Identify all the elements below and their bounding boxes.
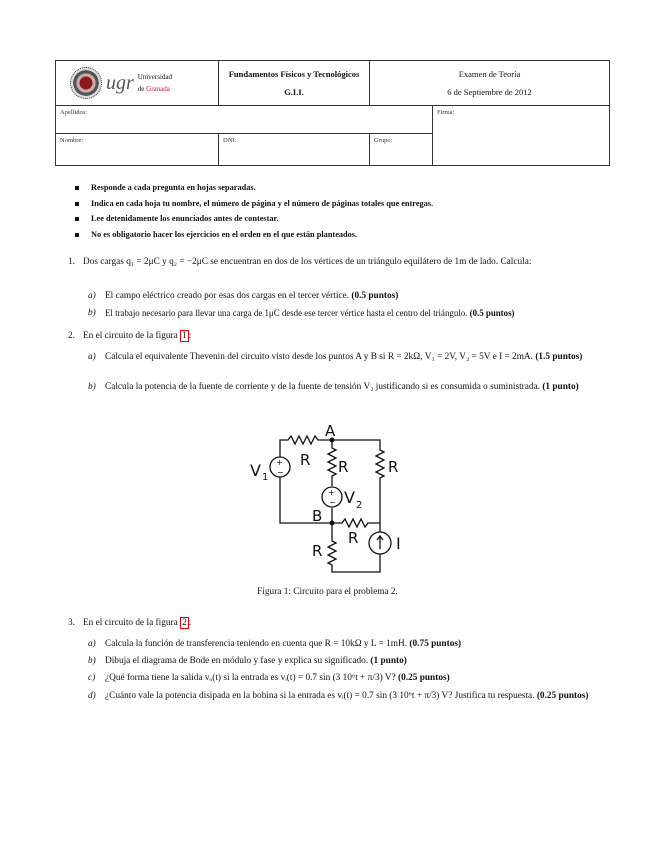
part-points: (0.25 puntos) — [398, 673, 450, 683]
part-label: b) — [88, 382, 96, 392]
v1-plus: + — [276, 458, 283, 467]
resistor-bottom-right — [332, 519, 380, 527]
part-points: (0.75 puntos) — [409, 639, 462, 649]
part-points: (0.5 puntos) — [469, 308, 515, 318]
question-number: 1. — [68, 257, 75, 267]
surname-label: Apellidos: — [60, 109, 88, 116]
logo-line2-red: Granada — [146, 85, 170, 93]
question-3-part-b — [88, 655, 600, 668]
part-points: (1 punto) — [542, 382, 579, 392]
part-text: Calcula la potencia de la fuente de corriente y de la fuente de tensión V₂ justificando si es consumida o suministrada. — [105, 382, 540, 392]
label-r: R — [300, 451, 311, 469]
logo-line1: Universidad — [137, 73, 173, 81]
node-b — [330, 521, 335, 526]
question-number: 3. — [68, 618, 75, 628]
label-r: R — [388, 458, 399, 476]
label-v1-sub: 1 — [262, 472, 269, 483]
question-2: 2. En el circuito de la figura 1 : — [68, 331, 192, 341]
question-text: Dos cargas q₁ = 2μC y q₂ = −2μC se encuentran en dos de los vértices de un triángulo equilátero de 1m de lado. Calcula: — [83, 257, 532, 267]
resistor-middle — [328, 440, 336, 486]
exam-type: Examen de Teoría — [458, 69, 521, 79]
part-text: Calcula el equivalente Thevenin del circuito visto desde los puntos A y B si R = 2kΩ, V₁ = 2V, V₂ = 5V e I = 2mA. — [105, 352, 533, 362]
part-text: ¿Qué forma tiene la salida vₒ(t) si la entrada es vᵢ(t) = 0.7 sin (3 10⁶t + π/3) V? — [105, 673, 396, 683]
part-text: ¿Cuánto vale la potencia disipada en la bobina si la entrada es vᵢ(t) = 0.7 sin (3 10⁶t + π/3) V? Justifica tu respuesta. — [105, 691, 535, 701]
v2-plus: + — [328, 488, 335, 497]
instruction-item: Responde a cada pregunta en hojas separadas. — [75, 183, 433, 199]
label-b: B — [312, 507, 323, 525]
label-v2: V — [344, 488, 355, 507]
exam-date: 6 de Septiembre de 2012 — [447, 87, 532, 97]
question-text: En el circuito de la figura — [83, 618, 178, 628]
part-text: Dibuja el diagrama de Bode en módulo y fase y explica su significado. — [105, 656, 369, 666]
part-label: a) — [88, 291, 96, 301]
subject-title: Fundamentos Físicos y Tecnológicos — [228, 69, 360, 79]
instruction-item: Lee detenidamente los enunciados antes de contestar. — [75, 214, 433, 230]
label-v1: V — [250, 461, 261, 480]
part-text: El trabajo necesario para llevar una carga de 1μC desde ese tercer vértice hasta el centro del triángulo. — [105, 308, 468, 318]
logo-line2-prefix: de — [137, 85, 145, 93]
label-r: R — [348, 529, 359, 547]
logo-ugr: ugr — [106, 71, 134, 94]
instruction-item: No es obligatorio hacer los ejercicios en el orden en el que están planteados. — [75, 230, 433, 246]
label-r: R — [338, 458, 349, 476]
question-3-part-c — [88, 672, 600, 685]
part-label: c) — [88, 673, 96, 683]
part-text: El campo eléctrico creado por esas dos cargas en el tercer vértice. — [105, 291, 350, 301]
part-label: b) — [88, 656, 96, 666]
part-label: a) — [88, 352, 96, 362]
v2-minus: − — [329, 498, 336, 507]
figure-reference-link[interactable]: 1 — [182, 331, 187, 341]
label-i: I — [396, 534, 401, 553]
figure-caption: Figura 1: Circuito para el problema 2. — [257, 587, 398, 597]
label-r: R — [312, 542, 323, 560]
label-v2-sub: 2 — [356, 500, 363, 511]
v1-minus: − — [277, 468, 284, 477]
part-text: Calcula la función de transferencia teniendo en cuenta que R = 10kΩ y L = 1mH. — [105, 639, 408, 649]
part-points: (0.25 puntos) — [536, 691, 589, 701]
part-points: (1 punto) — [370, 656, 407, 666]
part-label: b) — [88, 308, 96, 318]
question-3-part-a — [88, 638, 600, 651]
part-points: (1.5 puntos) — [535, 352, 583, 362]
figure-reference-link[interactable]: 2 — [182, 618, 187, 628]
signature-label: Firma: — [437, 109, 455, 116]
instruction-item: Indica en cada hoja tu nombre, el número de página y el número de páginas totales que entregas. — [75, 199, 433, 215]
question-text: En el circuito de la figura — [83, 331, 178, 341]
group-label: Grupo: — [374, 137, 393, 144]
question-number: 2. — [68, 331, 75, 341]
label-a: A — [325, 422, 336, 440]
part-label: d) — [88, 691, 96, 701]
question-3: 3. En el circuito de la figura 2 : — [68, 618, 192, 628]
degree: G.I.I. — [284, 87, 304, 97]
question-3-part-d — [88, 690, 600, 703]
name-label: Nombre: — [60, 137, 84, 144]
part-label: a) — [88, 639, 96, 649]
part-points: (0.5 puntos) — [351, 291, 399, 301]
dni-label: DNI: — [223, 137, 237, 144]
